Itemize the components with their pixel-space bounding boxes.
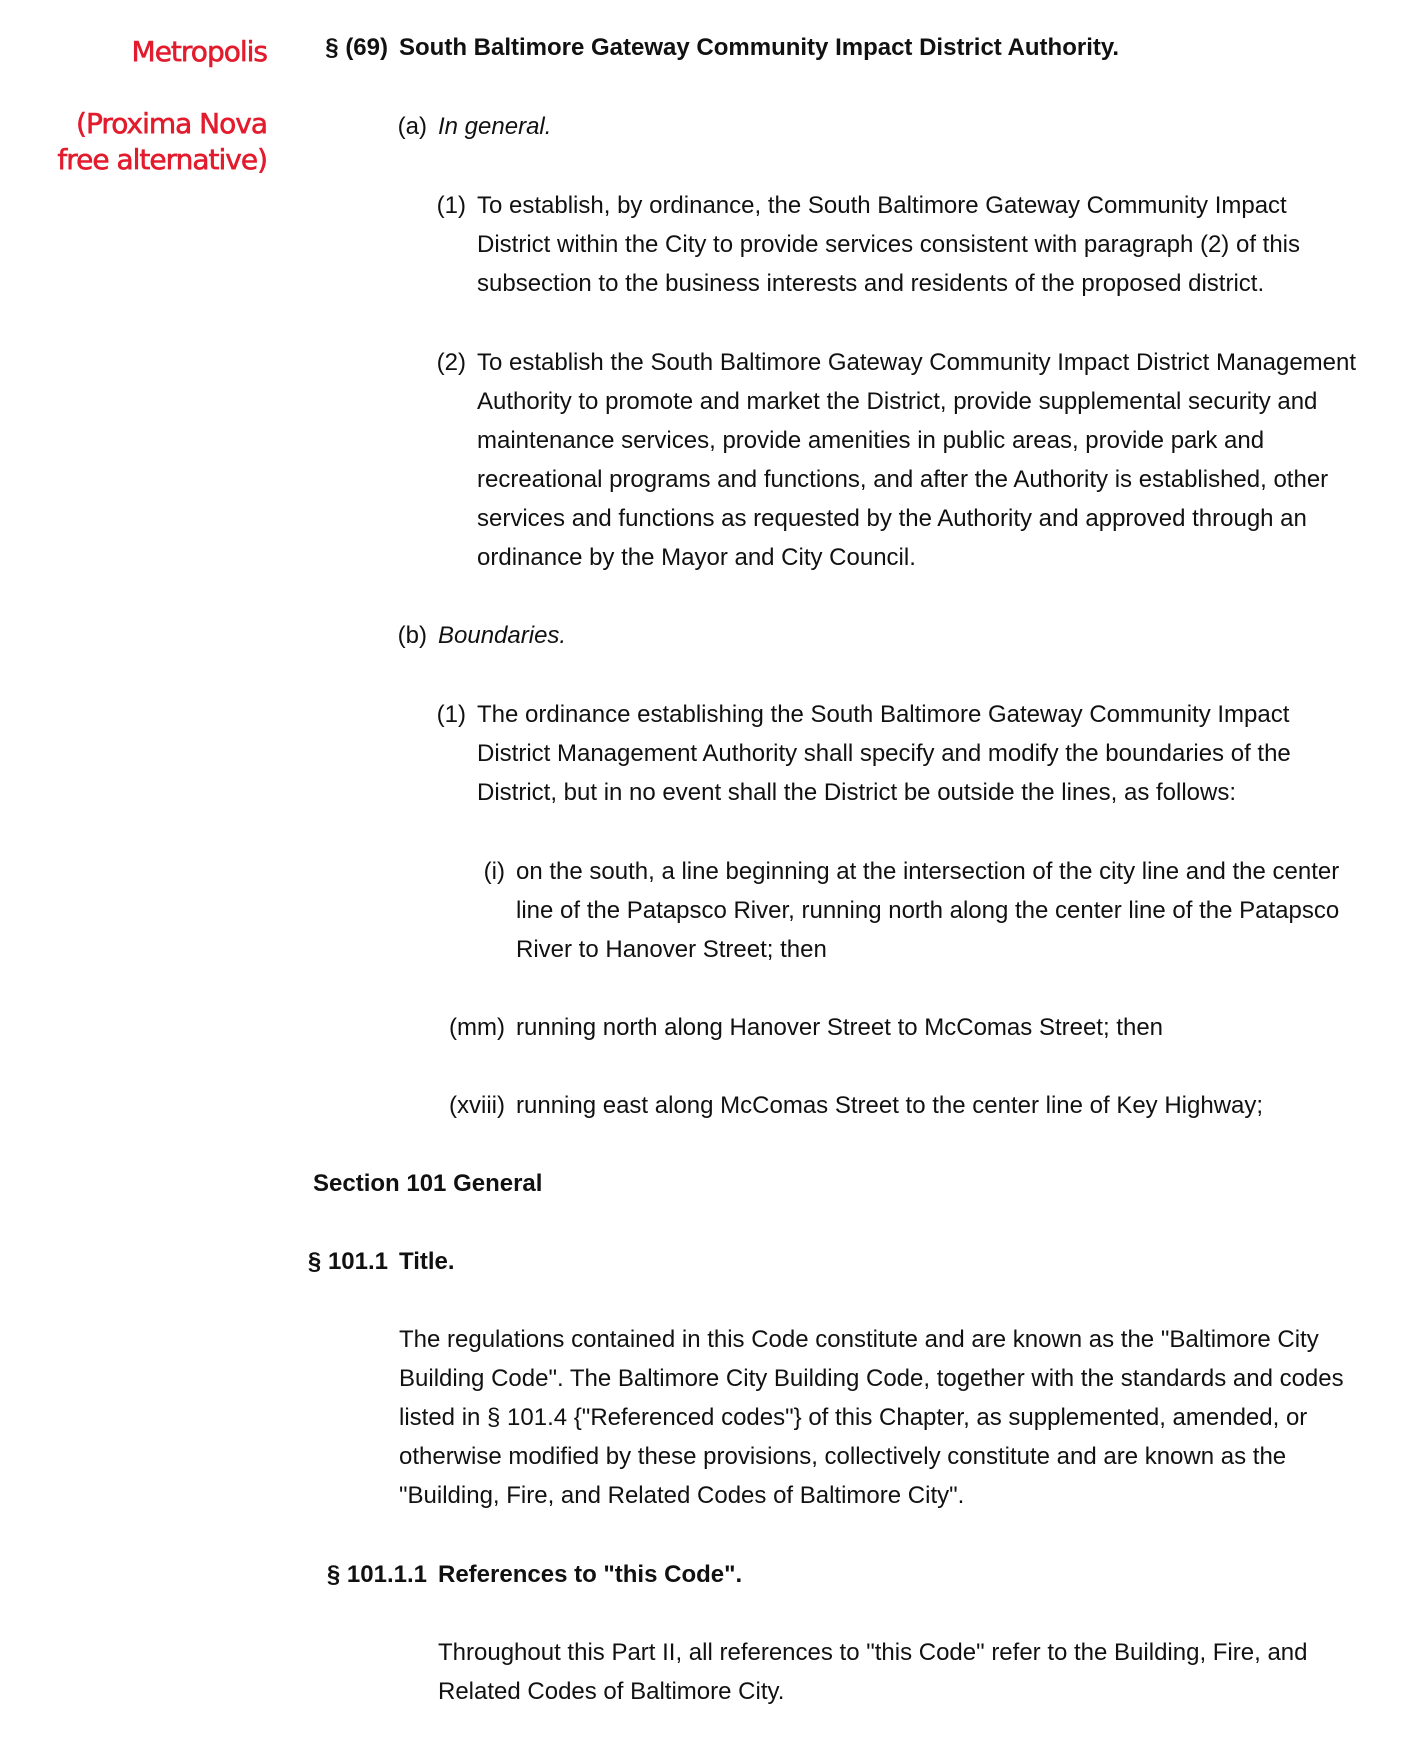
- paragraph-text: To establish the South Baltimore Gateway Community Impact District Management Authority to promote and market the District, provide supplemental security and maintenance services, provide amenities in public areas, provide park and recreational programs and functions, and after the Authority is established, other services and functions as requested by the Authority and approved through an ordinance by the Mayor and City Council.: [477, 349, 1357, 571]
- paragraph-text: The ordinance establishing the South Baltimore Gateway Community Impact District Management Authority shall specify and modify the boundaries of the District, but in no event shall the District be outside the lines, as follows:: [477, 701, 1291, 806]
- paragraph-number: (2): [436, 349, 466, 376]
- section-title: Section 101 General: [313, 1170, 543, 1197]
- font-alternative-note: (Proxima Nova free alternative): [57, 107, 267, 176]
- paragraph-number: (1): [436, 192, 466, 219]
- section-number: § 101.1: [307, 1248, 388, 1275]
- section-number: § (69): [325, 34, 388, 61]
- section-number: § 101.1.1: [326, 1561, 427, 1588]
- clause-number: (xviii): [449, 1092, 505, 1119]
- body-text: Throughout this Part II, all references to "this Code" refer to the Building, Fire, and Related Codes of Baltimore City.: [438, 1639, 1308, 1705]
- clause-text: running east along McComas Street to the center line of Key Highway;: [516, 1092, 1264, 1119]
- section-title: Title.: [399, 1248, 455, 1275]
- clause-text: running north along Hanover Street to McComas Street; then: [516, 1014, 1164, 1041]
- paragraph-text: To establish, by ordinance, the South Baltimore Gateway Community Impact District within the City to provide services consistent with paragraph (2) of this subsection to the business interests and residents of the proposed district.: [477, 192, 1300, 297]
- font-sample-label: Metropolis: [131, 35, 267, 68]
- section-title: References to "this Code".: [438, 1561, 743, 1588]
- subsection-number: (a): [397, 113, 427, 140]
- section-title: South Baltimore Gateway Community Impact District Authority.: [399, 34, 1120, 61]
- subsection-title: In general.: [438, 113, 552, 140]
- subsection-title: Boundaries.: [438, 622, 567, 649]
- paragraph-number: (1): [436, 701, 466, 728]
- body-text: The regulations contained in this Code constitute and are known as the "Baltimore City Building Code". The Baltimore City Building Code, together with the standards and codes listed in § 101.4 {"Referenced codes"} of this Chapter, as supplemented, amended, or otherwise modified by these provisions, collectively constitute and are known as the "Building, Fire, and Related Codes of Baltimore City".: [399, 1326, 1344, 1509]
- clause-text: on the south, a line beginning at the intersection of the city line and the center line of the Patapsco River, running north along the center line of the Patapsco River to Hanover Street; then: [516, 858, 1340, 963]
- subsection-number: (b): [397, 622, 427, 649]
- clause-number: (i): [483, 858, 505, 885]
- clause-number: (mm): [449, 1014, 505, 1041]
